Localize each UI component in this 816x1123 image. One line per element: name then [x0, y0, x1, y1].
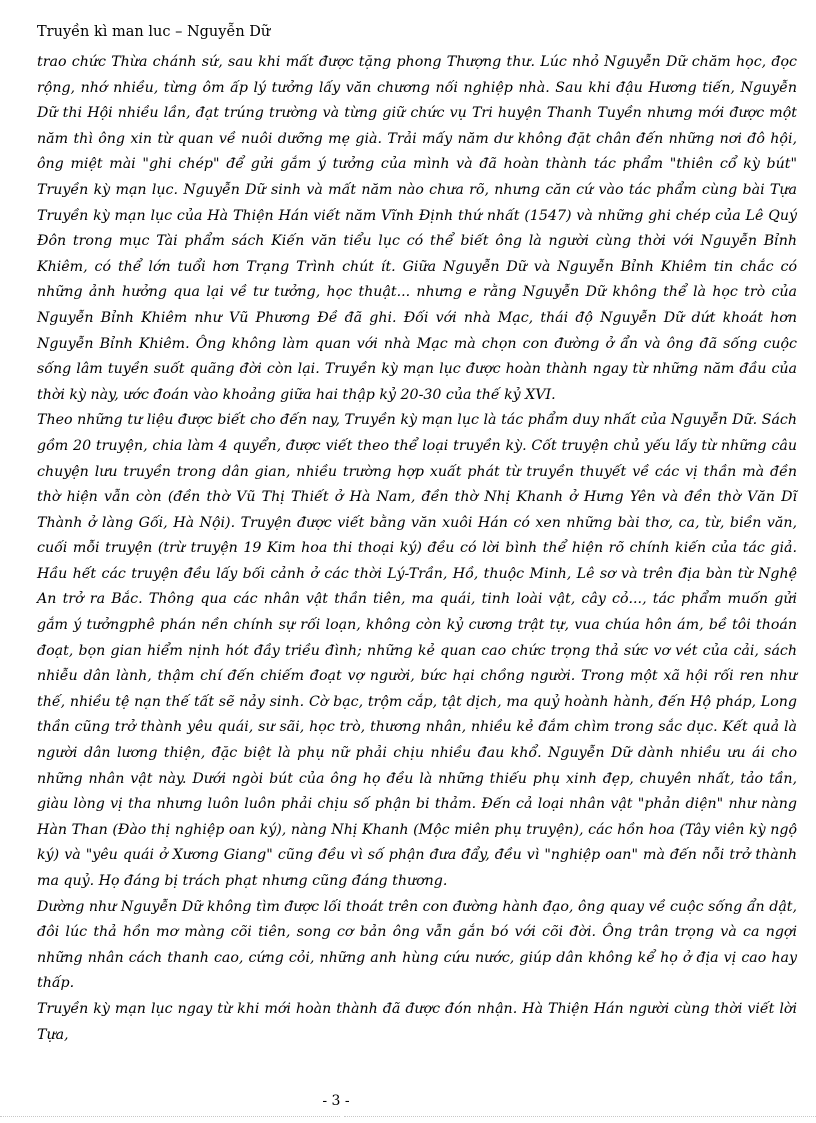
paragraph-1: trao chức Thừa chánh sứ, sau khi mất được tặng phong Thượng thư. Lúc nhỏ Nguyễn Dữ chăm học, đọc rộng, nhớ nhiều, từng ôm ấp lý tưởng lấy văn chương nối nghiệp nhà. Sau khi đậu Hương tiến, Nguyễn Dữ thi Hội nhiều lần, đạt trúng trường và từng giữ chức vụ Tri huyện Thanh Tuyền nhưng mới được một năm thì ông xin từ quan về nuôi dưỡng mẹ già. Trải mấy năm dư không đặt chân đến những nơi đô hội, ông miệt mài "ghi chép" để gửi gắm ý tưởng của mình và đã hoàn thành tác phẩm "thiên cổ kỳ bút" Truyền kỳ mạn lục. Nguyễn Dữ sinh và mất năm nào chưa rõ, nhưng căn cứ vào tác phẩm cùng bài Tựa Truyền kỳ mạn lục của Hà Thiện Hán viết năm Vĩnh Định thứ nhất (1547) và những ghi chép của Lê Quý Đôn trong mục Tài phẩm sách Kiến văn tiểu lục có thể biết ông là người cùng thời với Nguyễn Bỉnh Khiêm, có thể lớn tuổi hơn Trạng Trình chút ít. Giữa Nguyễn Dữ và Nguyễn Bỉnh Khiêm tin chắc có những ảnh hưởng qua lại về tư tưởng, học thuật... nhưng e rằng Nguyễn Dữ không thể là học trò của Nguyễn Bỉnh Khiêm như Vũ Phương Đề đã ghi. Đối với nhà Mạc, thái độ Nguyễn Dữ dứt khoát hơn Nguyễn Bỉnh Khiêm. Ông không làm quan với nhà Mạc mà chọn con đường ở ẩn và ông đã sống cuộc sống lâm tuyền suốt quãng đời còn lại. Truyền kỳ mạn lục được hoàn thành ngay từ những năm đầu của thời kỳ này, ước đoán vào khoảng giữa hai thập kỷ 20-30 của thế kỷ XVI. — [37, 54, 797, 403]
page-number: - 3 - — [322, 1093, 350, 1109]
paragraph-4: Truyền kỳ mạn lục ngay từ khi mới hoàn thành đã được đón nhận. Hà Thiện Hán người cùng thời viết lời Tựa, — [37, 1000, 797, 1043]
body-text — [37, 50, 797, 1048]
footer-divider — [0, 1116, 816, 1117]
paragraph-3: Dường như Nguyễn Dữ không tìm được lối thoát trên con đường hành đạo, ông quay về cuộc sống ẩn dật, đôi lúc thả hồn mơ màng cõi tiên, song cơ bản ông vẫn gắn bó với cõi đời. Ông trân trọng và ca ngợi những nhân cách thanh cao, cứng cỏi, những anh hùng cứu nước, giúp dân không kể họ ở địa vị cao hay thấp. — [37, 898, 797, 992]
running-header: Truyền kì man luc – Nguyễn Dữ — [37, 24, 271, 40]
paragraph-2: Theo những tư liệu được biết cho đến nay, Truyền kỳ mạn lục là tác phẩm duy nhất của Nguyễn Dữ. Sách gồm 20 truyện, chia làm 4 quyển, được viết theo thể loại truyền kỳ. Cốt truyện chủ yếu lấy từ những câu chuyện lưu truyền trong dân gian, nhiều trường hợp xuất phát từ truyền thuyết về các vị thần mà đền thờ hiện vẫn còn (đền thờ Vũ Thị Thiết ở Hà Nam, đền thờ Nhị Khanh ở Hưng Yên và đền thờ Văn Dĩ Thành ở làng Gối, Hà Nội). Truyện được viết bằng văn xuôi Hán có xen những bài thơ, ca, từ, biền văn, cuối mỗi truyện (trừ truyện 19 Kim hoa thi thoại ký) đều có lời bình thể hiện rõ chính kiến của tác giả. Hầu hết các truyện đều lấy bối cảnh ở các thời Lý-Trần, Hồ, thuộc Minh, Lê sơ và trên địa bàn từ Nghệ An trở ra Bắc. Thông qua các nhân vật thần tiên, ma quái, tinh loài vật, cây cỏ..., tác phẩm muốn gửi gắm ý tưởngphê phán nền chính sự rối loạn, không còn kỷ cương trật tự, vua chúa hôn ám, bề tôi thoán đoạt, bọn gian hiểm nịnh hót đầy triều đình; những kẻ quan cao chức trọng thả sức vơ vét của cải, sách nhiễu dân lành, thậm chí đến chiếm đoạt vợ người, bức hại chồng người. Trong một xã hội rối ren như thế, nhiều tệ nạn thế tất sẽ nảy sinh. Cờ bạc, trộm cắp, tật dịch, ma quỷ hoành hành, đến Hộ pháp, Long thần cũng trở thành yêu quái, sư sãi, học trò, thương nhân, nhiều kẻ đắm chìm trong sắc dục. Kết quả là người dân lương thiện, đặc biệt là phụ nữ phải chịu nhiều đau khổ. Nguyễn Dữ dành nhiều ưu ái cho những nhân vật này. Dưới ngòi bút của ông họ đều là những thiếu phụ xinh đẹp, chuyên nhất, tảo tần, giàu lòng vị tha nhưng luôn luôn phải chịu số phận bi thảm. Đến cả loại nhân vật "phản diện" như nàng Hàn Than (Đào thị nghiệp oan ký), nàng Nhị Khanh (Mộc miên phụ truyện), các hồn hoa (Tây viên kỳ ngộ ký) và "yêu quái ở Xương Giang" cũng đều vì số phận đưa đẩy, đều vì "nghiệp oan" mà đến nỗi trở thành ma quỷ. Họ đáng bị trách phạt nhưng cũng đáng thương. — [37, 412, 797, 889]
